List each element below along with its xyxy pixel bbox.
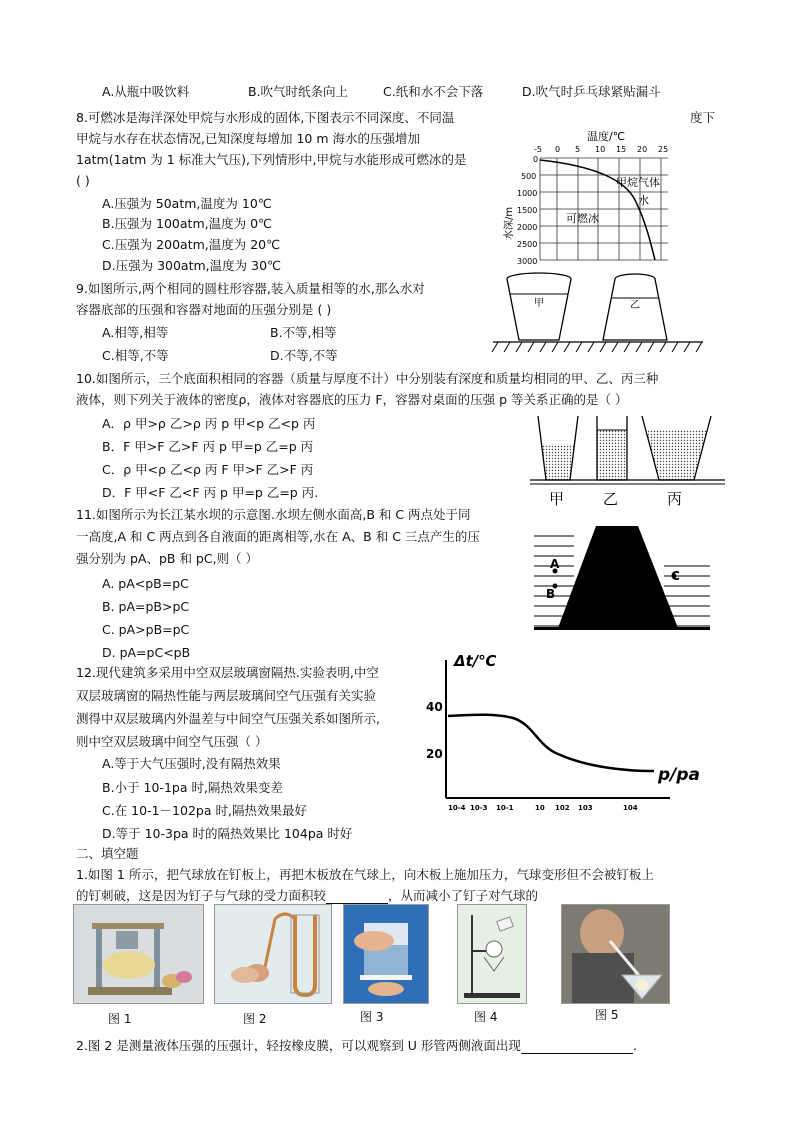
q7-option-a: A.从瓶中吸饮料	[102, 84, 190, 99]
q12-line-4: 则中空双层玻璃中间空气压强（ ）	[76, 734, 268, 749]
q12-option-a: A.等于大气压强时,没有隔热效果	[102, 756, 281, 771]
q9-label-yi: 乙	[630, 300, 640, 311]
fill2-line	[76, 1038, 637, 1054]
q9-line-1: 9.如图所示,两个相同的圆柱形容器,装入质量相等的水,那么水对	[76, 281, 425, 296]
fill2-text: 2.图 2 是测量液体压强的压强计，轻按橡皮膜，可以观察到 U 形管两侧液面出现	[76, 1038, 521, 1053]
q8-y-tick: 3000	[517, 257, 538, 266]
q7-option-c: C.纸和水不会下落	[383, 84, 484, 99]
figure-3-inverted-cup	[343, 904, 429, 1004]
q12-x-tick: 10-1	[496, 804, 514, 812]
q8-option-b: B.压强为 100atm,温度为 0℃	[102, 216, 273, 231]
q8-label-gas: 甲烷气体	[616, 176, 660, 189]
q10-line-1: 10.如图所示，三个底面积相同的容器（质量与厚度不计）中分别装有深度和质量均相同的甲、乙、丙三种	[76, 371, 659, 386]
q8-option-c: C.压强为 200atm,温度为 20℃	[102, 237, 281, 252]
q11-label-c: C	[671, 569, 680, 583]
q10-label-bing: 丙	[667, 490, 683, 508]
figure-3-caption: 图 3	[360, 1010, 384, 1024]
q8-chart-title: 温度/℃	[587, 130, 626, 143]
q10-containers-figure	[530, 412, 730, 512]
q11-option-c: C. pA>pB=pC	[102, 622, 190, 637]
q8-y-tick: 1500	[517, 206, 538, 215]
q8-x-tick: 15	[616, 145, 627, 154]
q8-phase-chart	[500, 128, 690, 266]
q11-option-d: D. pA=pC<pB	[102, 645, 191, 660]
figure-4-caption: 图 4	[474, 1010, 498, 1024]
figure-2-pressure-gauge	[214, 904, 332, 1004]
q8-x-tick: 10	[595, 145, 606, 154]
q11-line-1: 11.如图所示为长江某水坝的示意图.水坝左侧水面高,B 和 C 两点处于同	[76, 507, 471, 522]
q12-line-1: 12.现代建筑多采用中空双层玻璃窗隔热.实验表明,中空	[76, 665, 379, 680]
q12-y-tick-40: 40	[426, 700, 443, 714]
q12-x-tick: 104	[623, 804, 638, 812]
fill2-end: .	[632, 1038, 637, 1053]
q10-label-jia: 甲	[549, 490, 565, 508]
q12-option-b: B.小于 10-1pa 时,隔热效果变差	[102, 780, 283, 795]
figure-2-caption: 图 2	[243, 1012, 267, 1026]
q8-y-tick: 0	[533, 155, 539, 164]
q8-label-ice: 可燃冰	[566, 212, 599, 225]
figure-1-caption: 图 1	[108, 1012, 132, 1026]
q8-x-tick: 0	[555, 145, 561, 154]
q11-label-a: A	[550, 557, 560, 571]
q12-x-label: p/pa	[658, 765, 701, 785]
q12-option-d: D.等于 10-3pa 时的隔热效果比 104pa 时好	[102, 826, 353, 841]
q10-option-a: A．ρ 甲>ρ 乙>ρ 丙 p 甲<p 乙<p 丙	[102, 416, 316, 431]
q8-line-1: 8.可燃冰是海洋深处甲烷与水形成的固体,下图表示不同深度、不同温	[76, 110, 455, 125]
q11-dam-figure	[534, 524, 710, 630]
q10-option-b: B．F 甲>F 乙>F 丙 p 甲=p 乙=p 丙	[102, 439, 314, 454]
fill1-line-1: 1.如图 1 所示，把气球放在钉板上，再把木板放在气球上，向木板上施加压力，气球变形但不会被钉板上	[76, 867, 654, 882]
q9-label-jia: 甲	[534, 298, 544, 309]
q11-option-b: B. pA=pB>pC	[102, 599, 190, 614]
fill1-text-b: ，从而减小了钉子对气球的	[388, 888, 539, 903]
q11-label-b: B	[546, 587, 556, 601]
q9-line-2: 容器底部的压强和容器对地面的压强分别是 ( )	[76, 302, 332, 317]
q9-option-d: D.不等,不等	[270, 348, 338, 363]
q8-y-label: 水深/m	[504, 206, 515, 240]
q8-y-tick: 500	[521, 172, 537, 181]
q9-containers-figure	[488, 268, 708, 360]
figure-5-caption: 图 5	[595, 1008, 619, 1022]
q8-line-1-tail: 度下	[690, 110, 716, 125]
figure-4-funnel-ball	[457, 904, 527, 1004]
q8-y-tick: 2500	[517, 240, 538, 249]
q9-option-a: A.相等,相等	[102, 325, 169, 340]
q8-label-water: 水	[638, 194, 649, 207]
q12-x-tick: 102	[555, 804, 570, 812]
q8-line-4: ( )	[76, 173, 90, 188]
q8-option-d: D.压强为 300atm,温度为 30℃	[102, 258, 282, 273]
q9-option-c: C.相等,不等	[102, 348, 169, 363]
figure-5-blowing-funnel	[561, 904, 670, 1004]
q10-line-2: 液体，则下列关于液体的密度ρ，液体对容器底的压力 F，容器对桌面的压强 p 等关系正确的是（ ）	[76, 392, 628, 407]
q8-line-2: 甲烷与水存在状态情况,已知深度每增加 10 m 海水的压强增加	[76, 131, 420, 146]
fill2-blank[interactable]	[521, 1053, 633, 1054]
q8-y-tick: 2000	[517, 223, 538, 232]
q11-line-2: 一高度,A 和 C 两点到各自液面的距离相等,水在 A、B 和 C 三点产生的压	[76, 529, 480, 544]
q12-x-tick: 10-4	[448, 804, 466, 812]
fill1-text-a: 的钉刺破，这是因为钉子与气球的受力面积较	[76, 888, 327, 903]
q8-x-tick: 25	[658, 145, 669, 154]
q8-x-tick: 20	[637, 145, 648, 154]
q8-x-tick: 5	[575, 145, 581, 154]
q10-label-yi: 乙	[603, 490, 619, 508]
section-title-fill-in: 二、填空题	[76, 846, 139, 861]
q11-line-3: 强分别为 pA、pB 和 pC,则（ ）	[76, 551, 259, 566]
q8-option-a: A.压强为 50atm,温度为 10℃	[102, 196, 272, 211]
q8-line-3: 1atm(1atm 为 1 标准大气压),下列情形中,甲烷与水能形成可燃冰的是	[76, 152, 467, 167]
q8-y-tick: 1000	[517, 189, 538, 198]
q12-option-c: C.在 10-1－102pa 时,隔热效果最好	[102, 803, 307, 818]
q12-line-3: 测得中双层玻璃内外温差与中间空气压强关系如图所示,	[76, 711, 380, 726]
fill1-line-2	[76, 888, 538, 904]
figure-1-balloon-on-nail-board	[73, 904, 204, 1004]
q12-y-label: Δt/℃	[454, 652, 497, 670]
q10-option-d: D．F 甲<F 乙<F 丙 p 甲=p 乙=p 丙.	[102, 485, 319, 500]
q11-option-a: A. pA<pB=pC	[102, 576, 189, 591]
q12-line-2: 双层玻璃窗的隔热性能与两层玻璃间空气压强有关实验	[76, 688, 377, 703]
q7-option-b: B.吹气时纸条向上	[248, 84, 349, 99]
q8-x-tick: -5	[534, 145, 542, 154]
q12-x-tick: 10	[535, 804, 545, 812]
q12-x-tick: 103	[578, 804, 593, 812]
q10-option-c: C．ρ 甲<ρ 乙<ρ 丙 F 甲>F 乙>F 丙	[102, 462, 314, 477]
q12-x-tick: 10-3	[470, 804, 488, 812]
q12-temperature-chart	[418, 650, 701, 816]
q7-option-d: D.吹气时乒乓球紧贴漏斗	[522, 84, 661, 99]
q12-y-tick-20: 20	[426, 747, 443, 761]
q9-option-b: B.不等,相等	[270, 325, 337, 340]
